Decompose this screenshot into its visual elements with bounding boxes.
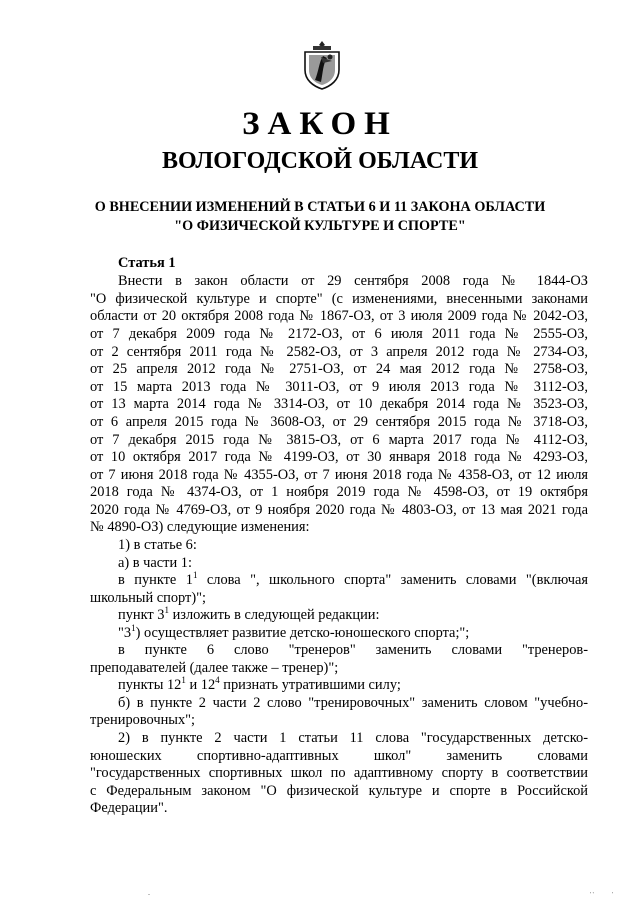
item-2-line: 2) в пункте 2 части 1 статьи 11 слова "государственных детско-: [118, 730, 588, 746]
body-line: от 13 марта 2014 года № 3314-ОЗ, от 10 декабря 2014 года № 3523-ОЗ,: [90, 396, 588, 412]
body-line: Внести в закон области от 29 сентября 2008 года № 1844-ОЗ: [118, 273, 588, 289]
item-2-line: "государственных спортивных школ по адаптивному спорту в соответствии: [90, 765, 588, 781]
article-heading: Статья 1: [118, 255, 176, 271]
body-line: от 7 декабря 2009 года № 2172-ОЗ, от 6 июля 2011 года № 2555-ОЗ,: [90, 326, 588, 342]
point-3-1-text: "$3^1$) осуществляет развитие детско-юношеского спорта;";: [118, 623, 470, 641]
body-line: от 6 апреля 2015 года № 3608-ОЗ, от 29 сентября 2015 года № 3718-ОЗ,: [90, 414, 588, 430]
body-line: 2020 года № 4769-ОЗ, от 9 ноября 2020 года № 4803-ОЗ, от 13 мая 2021 года: [90, 502, 588, 518]
body-line: № 4890-ОЗ) следующие изменения:: [90, 519, 310, 535]
item-1b-line-2: тренировочных";: [90, 712, 196, 728]
law-subject-line-2: "О ФИЗИЧЕСКОЙ КУЛЬТУРЕ И СПОРТЕ": [174, 218, 466, 234]
item-2-line: Федерации".: [90, 800, 168, 816]
point-6-line-1: в пункте 6 слово "тренеров" заменить словами "тренеров-: [118, 642, 588, 658]
item-1: 1) в статье 6:: [118, 537, 197, 553]
body-line: 2018 года № 4374-ОЗ, от 1 ноября 2019 года № 4598-ОЗ, от 19 октября: [90, 484, 588, 500]
document-subtitle: ВОЛОГОДСКОЙ ОБЛАСТИ: [161, 148, 479, 174]
item-2-line: юношеских спортивно-адаптивных школ" заменить словами: [90, 748, 588, 764]
body-line: от 7 июня 2018 года № 4355-ОЗ, от 7 июня 2018 года № 4358-ОЗ, от 12 июля: [90, 467, 588, 483]
document-title: ЗАКОН: [242, 106, 398, 142]
point-6-line-2: преподавателей (далее также – тренер)";: [90, 660, 339, 676]
points-12-line: пункты $12^1$ и $12^4$ признать утратившими силу;: [118, 675, 401, 693]
body-line: от 10 октября 2017 года № 4199-ОЗ, от 30 января 2018 года № 4293-ОЗ,: [90, 449, 588, 465]
footer-mark-right-b: ': [612, 892, 614, 898]
item-1b-line-1: б) в пункте 2 части 2 слово "тренировочных" заменить словом "учебно-: [118, 695, 588, 711]
coat-of-arms-emblem: [301, 40, 343, 90]
item-1a: а) в части 1:: [118, 555, 192, 571]
point-1-1-continuation: школьный спорт)";: [90, 590, 207, 606]
footer-mark-right-a: ' ': [590, 892, 594, 898]
footer-mark-left: -: [148, 892, 150, 898]
item-2-line: с Федеральным законом "О физической культуре и спорте в Российской: [90, 783, 588, 799]
body-line: "О физической культуре и спорте" (с изменениями, внесенными законами: [90, 291, 588, 307]
body-line: от 7 декабря 2015 года № 3815-ОЗ, от 6 марта 2017 года № 4112-ОЗ,: [90, 432, 588, 448]
point-1-1-line: в пункте $1^1$ слова ", школьного спорта" заменить словами "(включая: [118, 570, 588, 588]
body-line: области от 20 октября 2008 года № 1867-ОЗ, от 3 июля 2009 года № 2042-ОЗ,: [90, 308, 588, 324]
point-3-1-line: пункт $3^1$ изложить в следующей редакции:: [118, 605, 380, 623]
body-line: от 2 сентября 2011 года № 2582-ОЗ, от 3 апреля 2012 года № 2734-ОЗ,: [90, 344, 588, 360]
body-line: от 25 апреля 2012 года № 2751-ОЗ, от 24 мая 2012 года № 2758-ОЗ,: [90, 361, 588, 377]
law-subject-line-1: О ВНЕСЕНИИ ИЗМЕНЕНИЙ В СТАТЬИ 6 И 11 ЗАКОНА ОБЛАСТИ: [94, 199, 546, 215]
body-line: от 15 марта 2013 года № 3011-ОЗ, от 9 июля 2013 года № 3112-ОЗ,: [90, 379, 588, 395]
